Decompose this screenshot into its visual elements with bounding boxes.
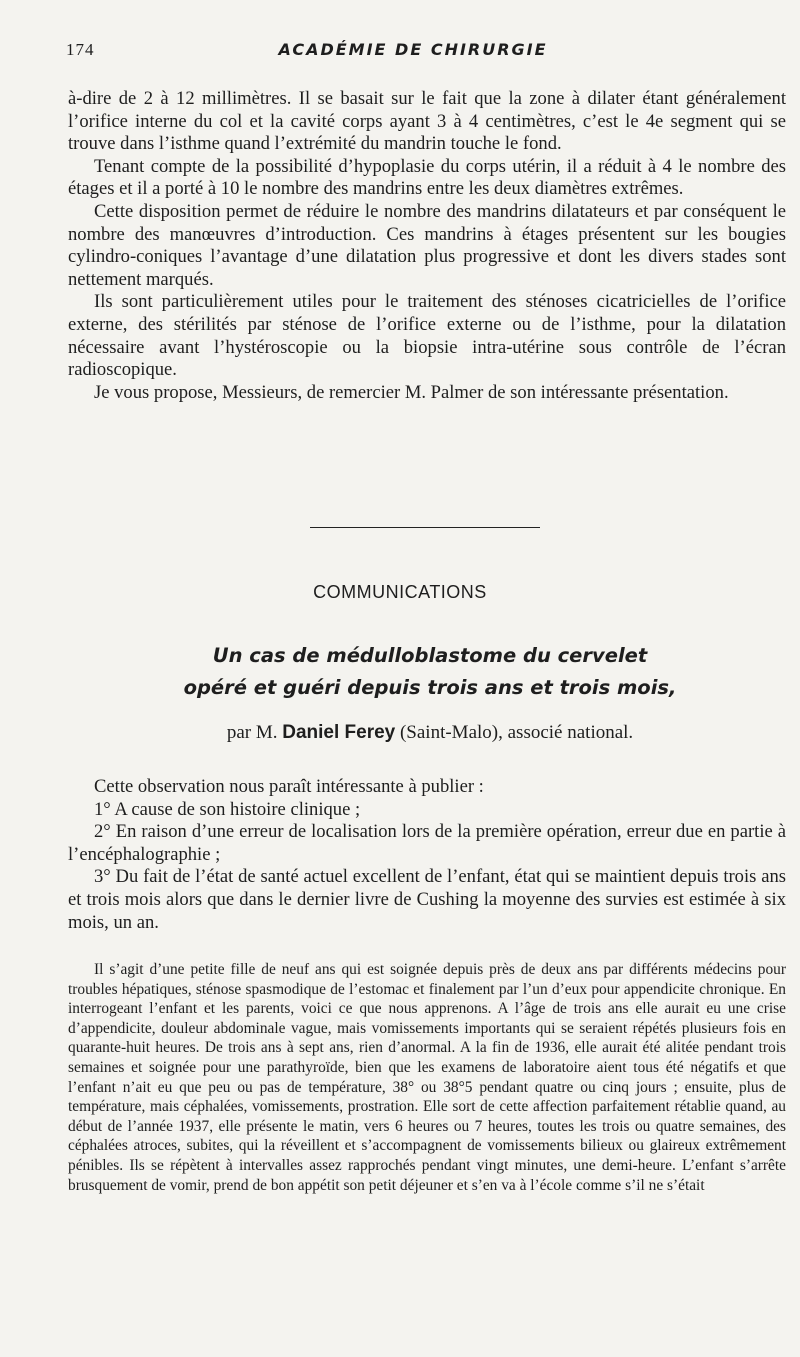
case-report bbox=[68, 960, 786, 1195]
paragraph: 1° A cause de son histoire clinique ; bbox=[94, 798, 361, 820]
page-number: 174 bbox=[66, 40, 95, 59]
running-head: ACADÉMIE DE CHIRURGIE bbox=[278, 40, 548, 59]
article-title-line-2: opéré et guéri depuis trois ans et trois mois, bbox=[183, 676, 677, 699]
paragraph: à-dire de 2 à 12 millimètres. Il se basait sur le fait que la zone à dilater étant généralement l’orifice interne du col et la cavité corps ayant 3 à 4 centimètres, c’est le 4e segment qui se trouve dans l’isthme quand l’extrémité du mandrin touche le fond. bbox=[68, 88, 786, 155]
section-title: COMMUNICATIONS bbox=[313, 582, 487, 602]
article-title bbox=[0, 640, 800, 704]
byline-suffix: (Saint-Malo), associé national. bbox=[399, 722, 634, 743]
paragraph: Je vous propose, Messieurs, de remercier M. Palmer de son intéressante présentation. bbox=[94, 381, 729, 403]
section-divider bbox=[310, 527, 540, 528]
byline-prefix: par M. bbox=[226, 722, 278, 743]
paragraph: 2° En raison d’une erreur de localisation lors de la première opération, erreur due en partie à l’encéphalographie ; bbox=[68, 821, 786, 865]
page-header bbox=[66, 40, 760, 66]
article-intro bbox=[68, 776, 786, 934]
paragraph: 3° Du fait de l’état de santé actuel excellent de l’enfant, état qui se maintient depuis trois ans et trois mois alors que dans le dernier livre de Cushing la moyenne des survies est estimée à six mois, un an. bbox=[68, 866, 786, 933]
paragraph: Cette observation nous paraît intéressante à publier : bbox=[94, 776, 484, 797]
continued-text bbox=[68, 88, 786, 404]
paragraph: Cette disposition permet de réduire le nombre des mandrins dilatateurs et par conséquent le nombre des manœuvres d’introduction. Ces mandrins à étages présentent sur les bougies cylindro-coniques l’avantage d’une dilatation plus progressive et dont les divers stades sont nettement marqués. bbox=[68, 200, 786, 290]
paragraph: Tenant compte de la possibilité d’hypoplasie du corps utérin, il a réduit à 4 le nombre des étages et il a porté à 10 le nombre des mandrins entre les deux diamètres extrêmes. bbox=[68, 155, 786, 200]
paragraph: Ils sont particulièrement utiles pour le traitement des sténoses cicatricielles de l’orifice externe, des stérilités par sténose de l’orifice externe ou de l’isthme, pour la dilatation nécessaire avant l’hystéroscopie ou la biopsie intra-utérine sous contrôle de l’écran radioscopique. bbox=[68, 291, 786, 381]
article-title-line-1: Un cas de médulloblastome du cervelet bbox=[212, 644, 648, 667]
byline bbox=[0, 722, 800, 744]
case-paragraph: Il s’agit d’une petite fille de neuf ans qui est soignée depuis près de deux ans par différents médecins pour troubles hépatiques, sténose spasmodique de l’estomac et finalement par l’un d’eux pour appendicite chronique. En interrogeant l’enfant et les parents, voici ce que nous apprenons. A l’âge de trois ans elle aurait eu une crise d’appendicite, douleur abdominale vague, mais vomissements importants qui se seraient répétés plusieurs fois en quarante-huit heures. De trois ans à sept ans, rien d’anormal. A la fin de 1936, elle aurait été alitée pendant trois semaines et soignée pour une parathyroïde, bien que les examens de laboratoire aient tous été négatifs et que l’enfant n’ait eu que peu ou pas de température, 38° ou 38°5 pendant quatre ou cinq jours ; ensuite, plus de température, mais céphalées, vomissements, prostration. Elle sort de cette affection parfaitement rétablie quand, au début de l’année 1937, elle présente le matin, vers 6 heures ou 7 heures, toutes les trois ou quatre semaines, des céphalées atroces, subites, qui la réveillent et s’accompagnent de vomissements bilieux ou glaireux extrêmement pénibles. Ils se répètent à intervalles assez rapprochés pendant vingt minutes, une demi-heure. L’enfant s’arrête brusquement de vomir, prend de bon appétit son petit déjeuner et s’en va à l’école comme s’il ne s’était bbox=[68, 961, 786, 1194]
author-name: Daniel Ferey bbox=[282, 722, 396, 743]
